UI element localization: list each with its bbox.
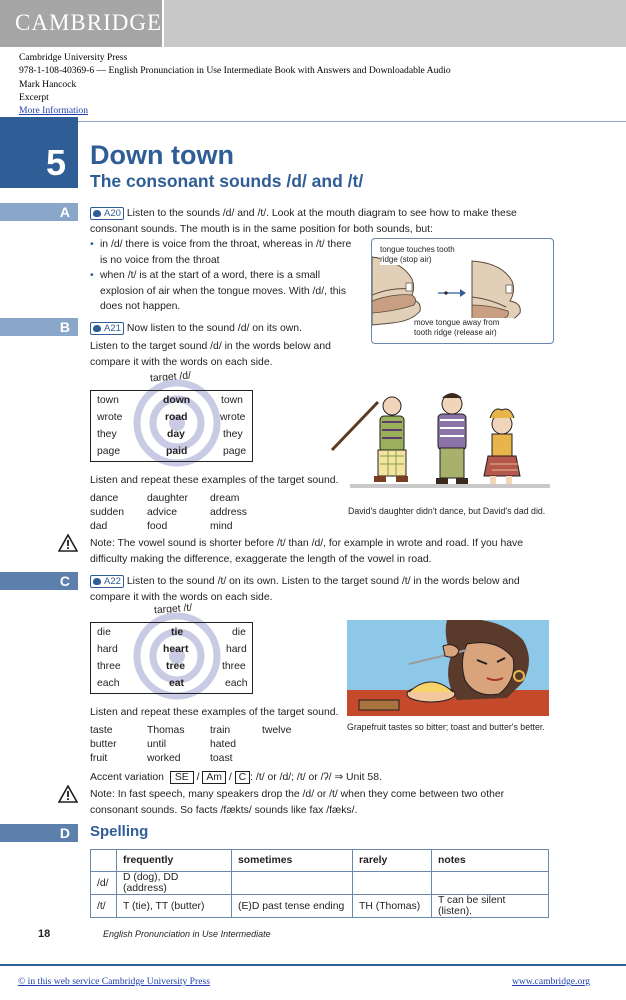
example-word: fruit bbox=[90, 753, 108, 764]
example-word: worked bbox=[147, 753, 181, 764]
target-d-label: target /d/ bbox=[149, 370, 192, 385]
cartoon-grapefruit-woman bbox=[347, 620, 549, 716]
table-cell: TH (Thomas) bbox=[353, 895, 432, 918]
example-word: butter bbox=[90, 739, 117, 750]
unit-subtitle: The consonant sounds /d/ and /t/ bbox=[90, 171, 364, 191]
section-b-note: Note: The vowel sound is shorter before /t/ than /d/, for example in wrote and road. If you have difficulty making the difference, exaggerate the length of the vowel in road. bbox=[90, 538, 523, 565]
word-cell: wrote bbox=[220, 412, 246, 423]
section-a-bullet-1: • in /d/ there is voice from the throat, whereas in /t/ there is no voice from the throat bbox=[100, 237, 360, 268]
header-cell: frequently bbox=[117, 850, 232, 872]
example-word: address bbox=[210, 507, 247, 518]
section-a-bullet-2: • when /t/ is at the start of a word, there is a small explosion of air when the tongue moves. With /d/, this does not happen. bbox=[100, 268, 360, 315]
unit-title: Down town bbox=[90, 140, 234, 170]
example-word: Thomas bbox=[147, 725, 185, 736]
target-word-cell: tree bbox=[166, 661, 186, 672]
target-word-cell: heart bbox=[163, 644, 189, 655]
header-cell: notes bbox=[432, 850, 549, 872]
book-title-footer: English Pronunciation in Use Intermediate bbox=[103, 929, 271, 939]
word-cell: die bbox=[232, 627, 246, 638]
excerpt-label: Excerpt bbox=[19, 91, 49, 103]
section-b-intro-1-text: Now listen to the sound /d/ on its own. bbox=[126, 323, 302, 334]
spelling-table bbox=[90, 849, 549, 918]
target-word-cell: tie bbox=[171, 627, 184, 638]
table-row bbox=[91, 895, 549, 918]
cartoon-c-caption: Grapefruit tastes so bitter; toast and butter's better. bbox=[347, 722, 545, 732]
word-cell: they bbox=[97, 429, 117, 440]
example-word: dance bbox=[90, 493, 119, 504]
section-c-note: Note: In fast speech, many speakers drop the /d/ or /t/ when they come between two other consonant sounds. So facts /fækts/ sounds like fax /fæks/. bbox=[90, 789, 505, 816]
section-a-intro bbox=[90, 206, 530, 237]
table-cell bbox=[432, 872, 549, 895]
target-word-cell: road bbox=[165, 412, 188, 423]
table-cell: T (tie), TT (butter) bbox=[117, 895, 232, 918]
section-c-intro-text: Listen to the sound /t/ on its own. Listen to the target sound /t/ in the words below and compare it with the words on each side. bbox=[90, 576, 520, 603]
header-cell: sometimes bbox=[232, 850, 353, 872]
spelling-title: Spelling bbox=[90, 823, 149, 840]
diagram-label-stop: tongue touches tooth ridge (stop air) bbox=[380, 245, 458, 265]
cartoon-dancing-family bbox=[330, 388, 552, 498]
header-cell: rarely bbox=[353, 850, 432, 872]
cambridge-logo: CAMBRIDGE bbox=[0, 0, 162, 47]
table-cell: T can be silent (listen). bbox=[432, 895, 549, 918]
website-link[interactable]: www.cambridge.org bbox=[512, 976, 591, 987]
target-word-cell: eat bbox=[169, 678, 185, 689]
accent-c-badge: C bbox=[235, 771, 251, 784]
author: Mark Hancock bbox=[19, 78, 77, 90]
example-word: food bbox=[147, 521, 168, 532]
book-meta bbox=[19, 51, 451, 117]
table-cell: (E)D past tense ending bbox=[232, 895, 353, 918]
unit-number-band bbox=[0, 117, 78, 188]
section-b-repeat: Listen and repeat these examples of the target sound. bbox=[90, 475, 339, 486]
target-word-cell: day bbox=[167, 429, 185, 440]
section-d-tab: D bbox=[0, 824, 78, 842]
diagram-label-release: move tongue away from tooth ridge (release air) bbox=[414, 318, 514, 338]
table-header-row bbox=[91, 850, 549, 872]
page-number: 18 bbox=[38, 928, 51, 940]
word-table-t bbox=[90, 622, 253, 694]
more-information-link[interactable]: More Information bbox=[19, 105, 89, 117]
example-word: until bbox=[147, 739, 167, 750]
word-cell: three bbox=[222, 661, 246, 672]
section-a-tab: A bbox=[0, 203, 78, 221]
word-cell: hard bbox=[226, 644, 247, 655]
target-word-cell: paid bbox=[166, 446, 188, 457]
publisher: Cambridge University Press bbox=[19, 52, 128, 63]
word-cell: each bbox=[97, 678, 120, 689]
example-word: daughter bbox=[147, 493, 189, 504]
example-word: sudden bbox=[90, 507, 125, 518]
accent-am-badge: Am bbox=[202, 771, 226, 784]
table-cell: D (dog), DD (address) bbox=[117, 872, 232, 895]
table-row bbox=[91, 872, 549, 895]
example-word: taste bbox=[90, 725, 113, 736]
section-a-intro-text: Listen to the sounds /d/ and /t/. Look at the mouth diagram to see how to make these consonant sounds. The mouth is in the same position for both sounds, but: bbox=[90, 208, 517, 235]
example-word: twelve bbox=[262, 725, 292, 736]
audio-track-a21[interactable]: A21 bbox=[90, 322, 124, 335]
unit-number: 5 bbox=[46, 142, 67, 183]
cartoon-b-caption: David's daughter didn't dance, but David's dad did. bbox=[348, 506, 546, 516]
table-cell: /d/ bbox=[91, 872, 117, 895]
accent-variation: Accent variation SE / Am / C : /t/ or /d/; /t/ or /ʔ/ ⇒ Unit 58. bbox=[90, 772, 382, 783]
section-c-tab: C bbox=[0, 572, 78, 590]
example-word: hated bbox=[210, 739, 237, 750]
accent-rest: : /t/ or /d/; /t/ or /ʔ/ ⇒ Unit 58. bbox=[250, 772, 382, 783]
example-word: dream bbox=[210, 493, 240, 504]
word-cell: wrote bbox=[97, 412, 123, 423]
section-b-intro-2: Listen to the target sound /d/ in the words below and compare it with the words on each side. bbox=[90, 341, 331, 368]
word-cell: page bbox=[223, 446, 247, 457]
word-table-d bbox=[90, 390, 253, 462]
example-word: train bbox=[210, 725, 231, 736]
section-b-tab: B bbox=[0, 318, 78, 336]
example-word: toast bbox=[210, 753, 233, 764]
top-banner bbox=[0, 0, 626, 47]
divider bbox=[0, 121, 626, 122]
example-word: dad bbox=[90, 521, 108, 532]
word-cell: hard bbox=[97, 644, 118, 655]
audio-track-a22[interactable]: A22 bbox=[90, 575, 124, 588]
word-cell: die bbox=[97, 627, 111, 638]
divider bbox=[0, 964, 626, 966]
section-b-intro-1 bbox=[90, 321, 360, 337]
accent-se-badge: SE bbox=[170, 771, 194, 784]
table-cell: /t/ bbox=[91, 895, 117, 918]
example-word: advice bbox=[147, 507, 178, 518]
accent-label: Accent variation bbox=[90, 772, 164, 783]
word-cell: page bbox=[97, 446, 121, 457]
section-c-repeat: Listen and repeat these examples of the target sound. bbox=[90, 707, 339, 718]
warning-icon bbox=[58, 785, 78, 803]
isbn-line: 978-1-108-40369-6 — English Pronunciation in Use Intermediate Book with Answers and Downloadable Audio bbox=[19, 65, 451, 77]
warning-icon bbox=[58, 534, 78, 552]
word-cell: town bbox=[97, 395, 119, 406]
word-cell: three bbox=[97, 661, 121, 672]
table-cell bbox=[232, 872, 353, 895]
word-cell: they bbox=[223, 429, 243, 440]
audio-track-a20[interactable]: A20 bbox=[90, 207, 124, 220]
target-t-label: target /t/ bbox=[153, 602, 193, 617]
example-word: mind bbox=[210, 521, 233, 532]
mouth-diagram bbox=[371, 238, 554, 344]
section-c-intro bbox=[90, 574, 530, 605]
header-cell bbox=[91, 850, 117, 872]
banner-fill bbox=[162, 0, 626, 47]
target-word-cell: down bbox=[163, 395, 191, 406]
word-cell: each bbox=[225, 678, 248, 689]
word-cell: town bbox=[221, 395, 243, 406]
table-cell bbox=[353, 872, 432, 895]
copyright-link[interactable]: © in this web service Cambridge University Press bbox=[18, 976, 210, 987]
